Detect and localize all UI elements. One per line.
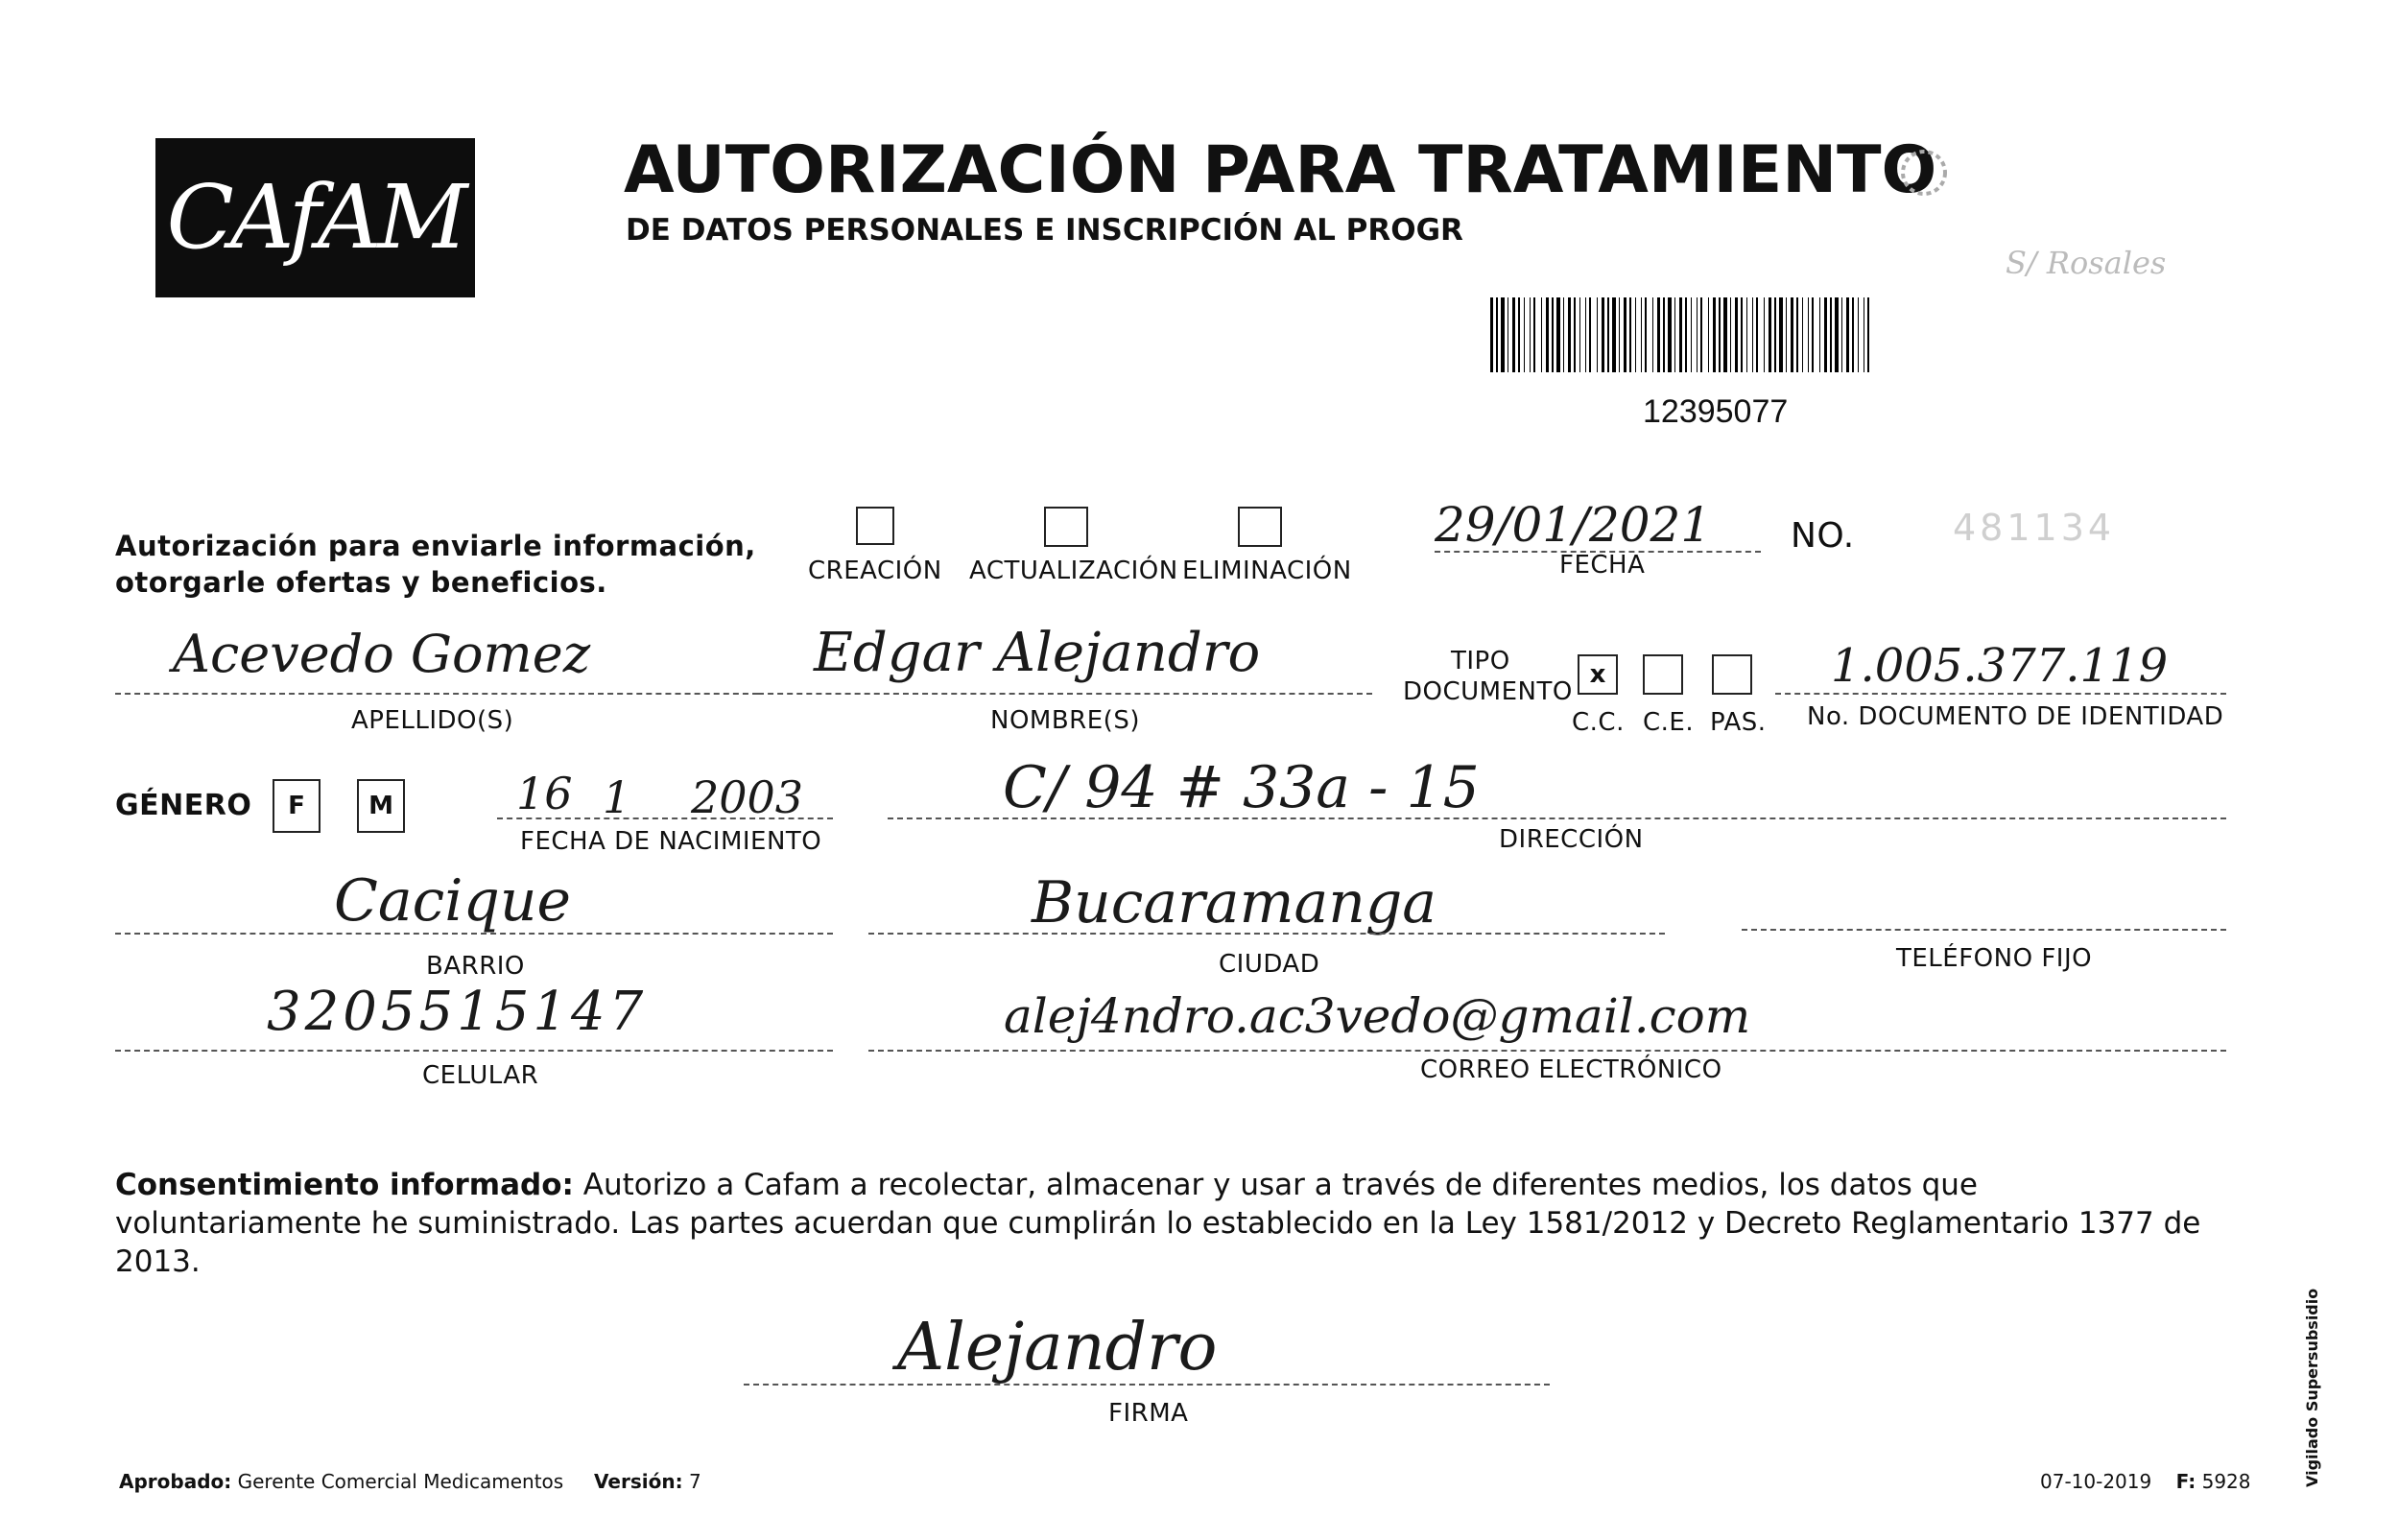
telefono-label: TELÉFONO FIJO [1896, 944, 2093, 973]
nombres-value[interactable]: Edgar Alejandro [814, 622, 1261, 684]
documento-line [1775, 693, 2226, 695]
option-label-pas: PAS. [1710, 708, 1767, 737]
checkbox-pas[interactable] [1712, 654, 1752, 695]
consent-paragraph [115, 1166, 2217, 1281]
option-label-creacion: CREACIÓN [808, 557, 942, 585]
apellidos-line [115, 693, 758, 695]
tipo-documento-label-line1: TIPO [1451, 647, 1510, 675]
checkbox-cc[interactable] [1578, 654, 1618, 695]
footer-approved [119, 1470, 701, 1493]
checkbox-eliminacion[interactable] [1238, 507, 1282, 547]
barcode-number: 12395077 [1643, 393, 1789, 430]
barcode [1490, 297, 1876, 372]
authorization-text-line2: otorgarle ofertas y beneficios. [115, 566, 607, 599]
fecha-nacimiento-month[interactable]: 1 [603, 771, 631, 823]
celular-line [115, 1050, 833, 1052]
stamp-mark [1895, 144, 1953, 201]
consent-body: Autorizo a Cafam a recolectar, almacenar y usar a través de diferentes medios, los datos que voluntariamente he suministrado. Las partes acuerdan que cumplirán lo establecido en la Ley 1581/2012 y Decreto Reglamentario 1377 de 2013. [115, 1168, 2201, 1279]
fecha-nacimiento-line [497, 817, 833, 819]
footer-date-form [2040, 1470, 2251, 1493]
documento-value[interactable]: 1.005.377.119 [1831, 639, 2169, 693]
apellidos-value[interactable]: Acevedo Gomez [173, 624, 591, 684]
fecha-nacimiento-year[interactable]: 2003 [691, 771, 804, 823]
no-label: NO. [1791, 516, 1855, 556]
signature-line [744, 1384, 1550, 1386]
fecha-nacimiento-day[interactable]: 16 [516, 768, 573, 819]
footer-date: 07-10-2019 [2040, 1470, 2152, 1493]
footer-approved-label: Aprobado: [119, 1470, 232, 1493]
ciudad-line [868, 933, 1665, 935]
footer-form-value: 5928 [2201, 1470, 2251, 1493]
apellidos-label: APELLIDO(S) [351, 706, 514, 735]
option-label-ce: C.E. [1643, 708, 1695, 737]
footer-version-value: 7 [688, 1470, 701, 1493]
ciudad-value[interactable]: Bucaramanga [1032, 869, 1437, 936]
direccion-line [888, 817, 2226, 819]
option-label-eliminacion: ELIMINACIÓN [1182, 557, 1352, 585]
option-label-cc: C.C. [1572, 708, 1625, 737]
barrio-label: BARRIO [426, 952, 525, 981]
celular-value[interactable]: 3205515147 [267, 981, 648, 1043]
cafam-logo [155, 138, 475, 297]
stamp-text: S/ Rosales [2006, 245, 2167, 281]
checkbox-actualizacion[interactable] [1044, 507, 1088, 547]
tipo-documento-label-line2: DOCUMENTO [1403, 677, 1573, 706]
direccion-value[interactable]: C/ 94 # 33a - 15 [1003, 754, 1480, 821]
checkmark-cc: x [1589, 660, 1606, 689]
genero-f-label: F [288, 792, 305, 820]
signature-value[interactable]: Alejandro [897, 1310, 1218, 1386]
celular-label: CELULAR [422, 1061, 539, 1090]
date-value: 29/01/2021 [1435, 497, 1712, 553]
correo-label: CORREO ELECTRÓNICO [1420, 1055, 1722, 1084]
checkbox-ce[interactable] [1643, 654, 1683, 695]
telefono-line [1742, 929, 2226, 931]
signature-label: FIRMA [1108, 1399, 1189, 1428]
checkbox-genero-m[interactable] [357, 779, 405, 833]
page-title: AUTORIZACIÓN PARA TRATAMIENTO [624, 132, 1937, 208]
correo-line [868, 1050, 2226, 1052]
footer-form-label: F: [2175, 1470, 2196, 1493]
genero-m-label: M [368, 792, 393, 820]
page-subtitle: DE DATOS PERSONALES E INSCRIPCIÓN AL PROGR [626, 213, 1463, 248]
correo-value[interactable]: alej4ndro.ac3vedo@gmail.com [1004, 988, 1751, 1044]
documento-label: No. DOCUMENTO DE IDENTIDAD [1807, 702, 2224, 731]
consent-heading: Consentimiento informado: [115, 1168, 574, 1202]
nombres-line [758, 693, 1372, 695]
date-label: FECHA [1559, 551, 1646, 580]
option-label-actualizacion: ACTUALIZACIÓN [969, 557, 1178, 585]
no-value: 481134 [1953, 507, 2116, 549]
authorization-text-line1: Autorización para enviarle información, [115, 530, 756, 562]
checkbox-creacion[interactable] [856, 507, 894, 545]
direccion-label: DIRECCIÓN [1499, 825, 1644, 854]
fecha-nacimiento-label: FECHA DE NACIMIENTO [520, 827, 822, 856]
genero-label: GÉNERO [115, 789, 252, 822]
nombres-label: NOMBRE(S) [990, 706, 1140, 735]
checkbox-genero-f[interactable] [273, 779, 321, 833]
footer-side-text: Vigilado Supersubsidio [2303, 1288, 2321, 1487]
logo-text: CAfAM [166, 166, 464, 269]
ciudad-label: CIUDAD [1219, 950, 1320, 979]
barrio-line [115, 933, 833, 935]
barrio-value[interactable]: Cacique [334, 867, 572, 935]
footer-version-label: Versión: [594, 1470, 683, 1493]
footer-approved-value: Gerente Comercial Medicamentos [237, 1470, 564, 1493]
